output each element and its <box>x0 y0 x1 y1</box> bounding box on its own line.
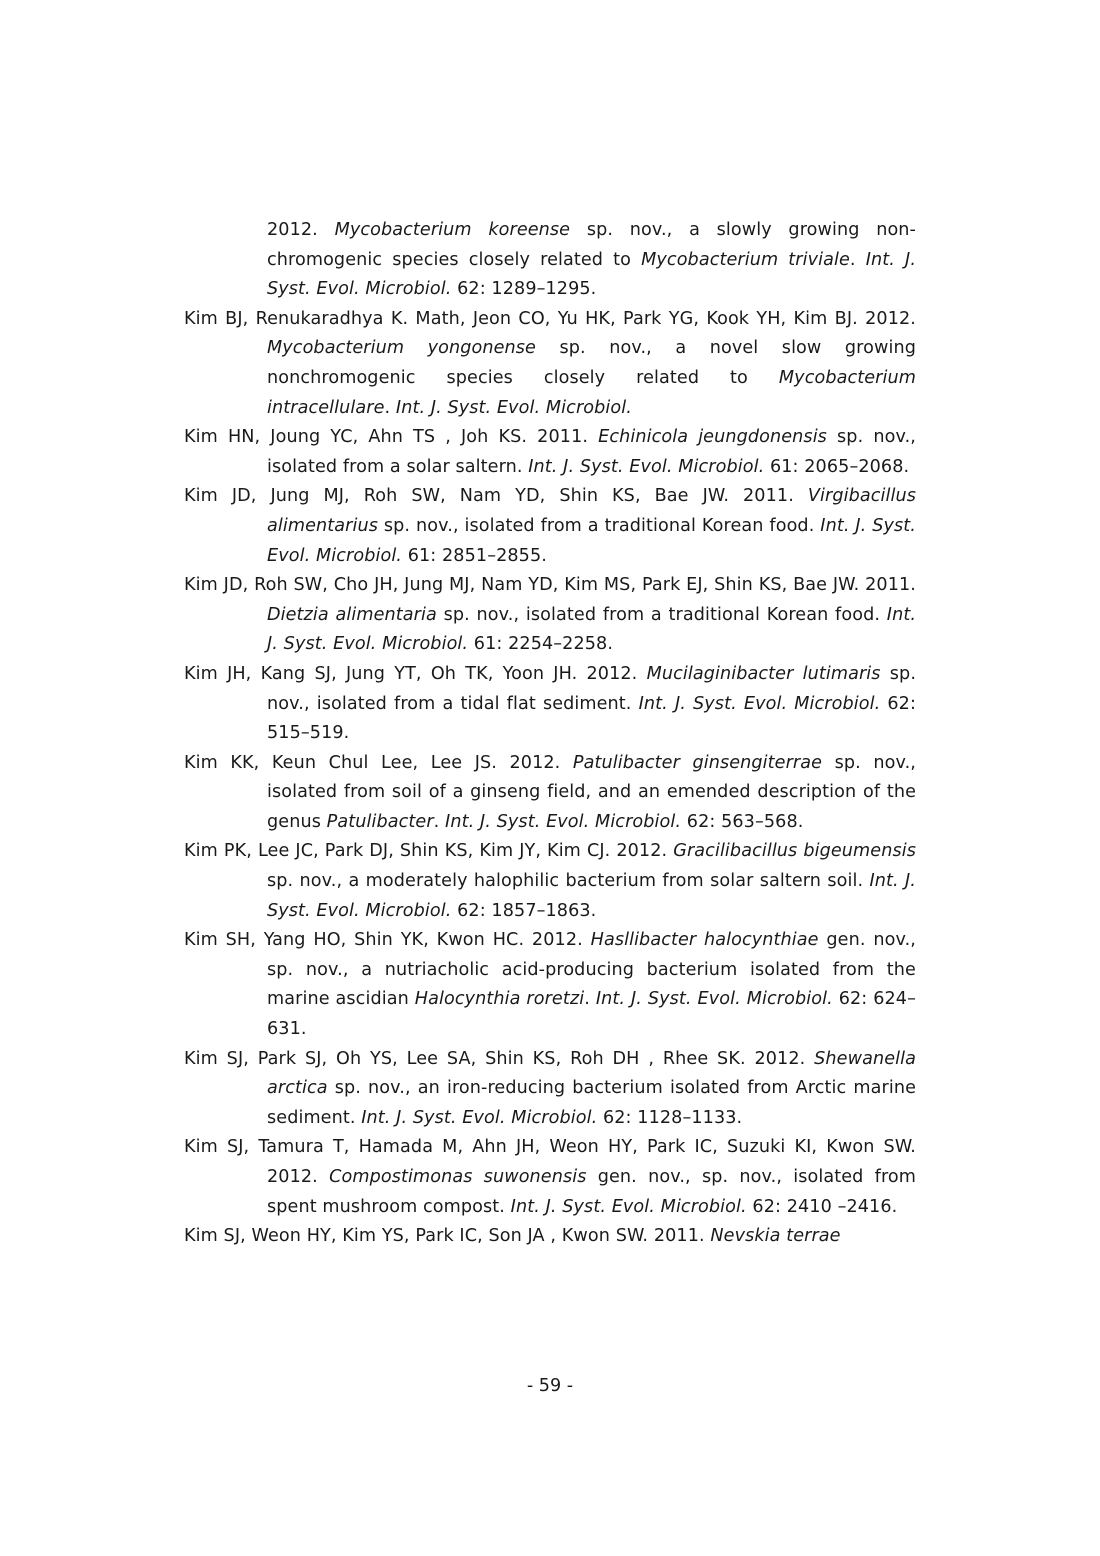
reference-italic-text: Patulibacter ginsengiterrae <box>572 752 823 773</box>
reference-entry <box>184 423 916 482</box>
page-number: - 59 - <box>526 1376 574 1396</box>
reference-text: gen. nov., sp. nov., isolated from spent mushroom compost. <box>267 1167 916 1217</box>
reference-italic-text: Int. J. Syst. Evol. Microbiol. <box>510 1196 747 1217</box>
reference-italic-text: Mycobacterium yongonense <box>267 338 536 359</box>
reference-text: 62: 1857–1863. <box>451 900 597 921</box>
reference-text: . <box>584 989 596 1010</box>
reference-entry <box>184 482 916 571</box>
reference-italic-text: Mucilaginibacter lutimaris <box>646 663 881 684</box>
reference-entry <box>184 1133 916 1222</box>
reference-text: Kim SH, Yang HO, Shin YK, Kwon HC. 2012. <box>184 930 591 951</box>
reference-text: 2012. <box>267 220 335 240</box>
reference-italic-text: Patulibacter <box>326 811 434 832</box>
reference-text: . <box>433 811 446 832</box>
reference-entry <box>184 660 916 749</box>
reference-text: sp. nov., isolated from a tidal flat sediment. <box>267 663 917 714</box>
reference-italic-text: Int. J. Syst. Evol. Microbiol. <box>395 397 632 418</box>
reference-text: gen. nov., sp. nov., a nutriacholic acid-producing bacterium isolated from the marine ascidian <box>267 930 916 1010</box>
reference-text: Kim PK, Lee JC, Park DJ, Shin KS, Kim JY, Kim CJ. 2012. <box>184 841 674 862</box>
reference-entry <box>184 571 916 660</box>
reference-text: 61: 2254–2258. <box>468 634 614 655</box>
reference-italic-text: Int. J. Syst. Evol. Microbiol. <box>361 1107 598 1128</box>
reference-text: 61: 2851–2855. <box>402 545 547 566</box>
reference-entry <box>184 837 916 926</box>
reference-text: sp. nov., a novel slow growing nonchromogenic species closely related to <box>267 338 916 388</box>
reference-italic-text: Int. J. Syst. Evol. Microbiol. <box>595 989 833 1010</box>
reference-italic-text: Hasllibacter halocynthiae <box>590 930 819 951</box>
reference-italic-text: Int. J. Syst. Evol. Microbiol. <box>528 456 765 477</box>
reference-entry <box>184 926 916 1044</box>
reference-text: Kim KK, Keun Chul Lee, Lee JS. 2012. <box>184 752 573 773</box>
reference-italic-text: Gracilibacillus bigeumensis <box>673 841 916 862</box>
reference-text: . <box>849 249 866 270</box>
reference-italic-text: Int. J. Syst. Evol. Microbiol. <box>267 871 916 921</box>
reference-italic-text: Shewanella arctica <box>267 1048 916 1099</box>
reference-italic-text: Int. J. Syst. Evol. Microbiol. <box>445 811 682 832</box>
reference-italic-text: Compostimonas suwonensis <box>329 1167 587 1187</box>
reference-entry <box>184 1045 916 1134</box>
reference-text: sp. nov., isolated from a solar saltern. <box>267 427 916 477</box>
reference-italic-text: Mycobacterium koreense <box>334 220 571 240</box>
reference-text: sp. nov., isolated from soil of a ginseng field, and an emended description of the genus <box>267 752 916 832</box>
reference-italic-text: Dietzia alimentaria <box>267 604 437 625</box>
reference-entry <box>184 216 916 305</box>
reference-italic-text: Halocynthia roretzi <box>414 989 585 1010</box>
reference-entry <box>184 1222 916 1252</box>
reference-text: sp. nov., isolated from a traditional Korean food. <box>378 515 821 536</box>
reference-text: . <box>384 397 396 418</box>
reference-text: 62: 1289–1295. <box>451 279 597 300</box>
reference-italic-text: Int. J. Syst. Evol. Microbiol. <box>638 693 881 714</box>
reference-text: 62: 2410 –2416. <box>746 1196 898 1217</box>
reference-text: 62: 563–568. <box>681 811 804 832</box>
reference-italic-text: Virgibacillus alimentarius <box>267 486 916 536</box>
reference-entry <box>184 749 916 838</box>
reference-text: Kim JD, Roh SW, Cho JH, Jung MJ, Nam YD, Kim MS, Park EJ, Shin KS, Bae JW. 2011. <box>184 575 916 596</box>
reference-list <box>184 216 916 1252</box>
reference-text: Kim SJ, Weon HY, Kim YS, Park IC, Son JA , Kwon SW. 2011. <box>184 1226 711 1247</box>
reference-text: Kim SJ, Tamura T, Hamada M, Ahn JH, Weon HY, Park IC, Suzuki KI, Kwon SW. 2012. <box>184 1137 916 1187</box>
reference-italic-text: Mycobacterium triviale <box>641 249 850 270</box>
reference-text: Kim JD, Jung MJ, Roh SW, Nam YD, Shin KS, Bae JW. 2011. <box>184 486 808 507</box>
reference-text: sp. nov., isolated from a traditional Korean food. <box>436 604 887 625</box>
reference-text: 62: 515–519. <box>267 693 916 744</box>
reference-text: 61: 2065–2068. <box>764 456 910 477</box>
reference-italic-text: Mycobacterium intracellulare <box>267 367 916 418</box>
reference-text: Kim BJ, Renukaradhya K. Math, Jeon CO, Yu HK, Park YG, Kook YH, Kim BJ. 2012. <box>184 308 916 329</box>
reference-italic-text: Int. J. Syst. Evol. Microbiol. <box>267 515 916 566</box>
reference-text: 62: 1128–1133. <box>597 1107 743 1128</box>
reference-text: 62: 624–631. <box>267 989 917 1040</box>
reference-text: Kim JH, Kang SJ, Jung YT, Oh TK, Yoon JH. 2012. <box>184 663 647 684</box>
reference-text: Kim HN, Joung YC, Ahn TS , Joh KS. 2011. <box>184 427 599 448</box>
reference-text: sp. nov., an iron-reducing bacterium isolated from Arctic marine sediment. <box>267 1078 916 1128</box>
reference-text: sp. nov., a slowly growing non-chromogenic species closely related to <box>267 220 917 270</box>
reference-entry <box>184 305 916 423</box>
reference-italic-text: Int. J. Syst. Evol. Microbiol. <box>267 604 917 655</box>
reference-text: sp. nov., a moderately halophilic bacterium from solar saltern soil. <box>267 871 870 892</box>
reference-italic-text: Nevskia terrae <box>710 1226 841 1247</box>
reference-italic-text: Echinicola jeungdonensis <box>598 427 827 448</box>
reference-text: Kim SJ, Park SJ, Oh YS, Lee SA, Shin KS, Roh DH , Rhee SK. 2012. <box>184 1048 815 1069</box>
reference-italic-text: Int. J. Syst. Evol. Microbiol. <box>267 249 917 300</box>
